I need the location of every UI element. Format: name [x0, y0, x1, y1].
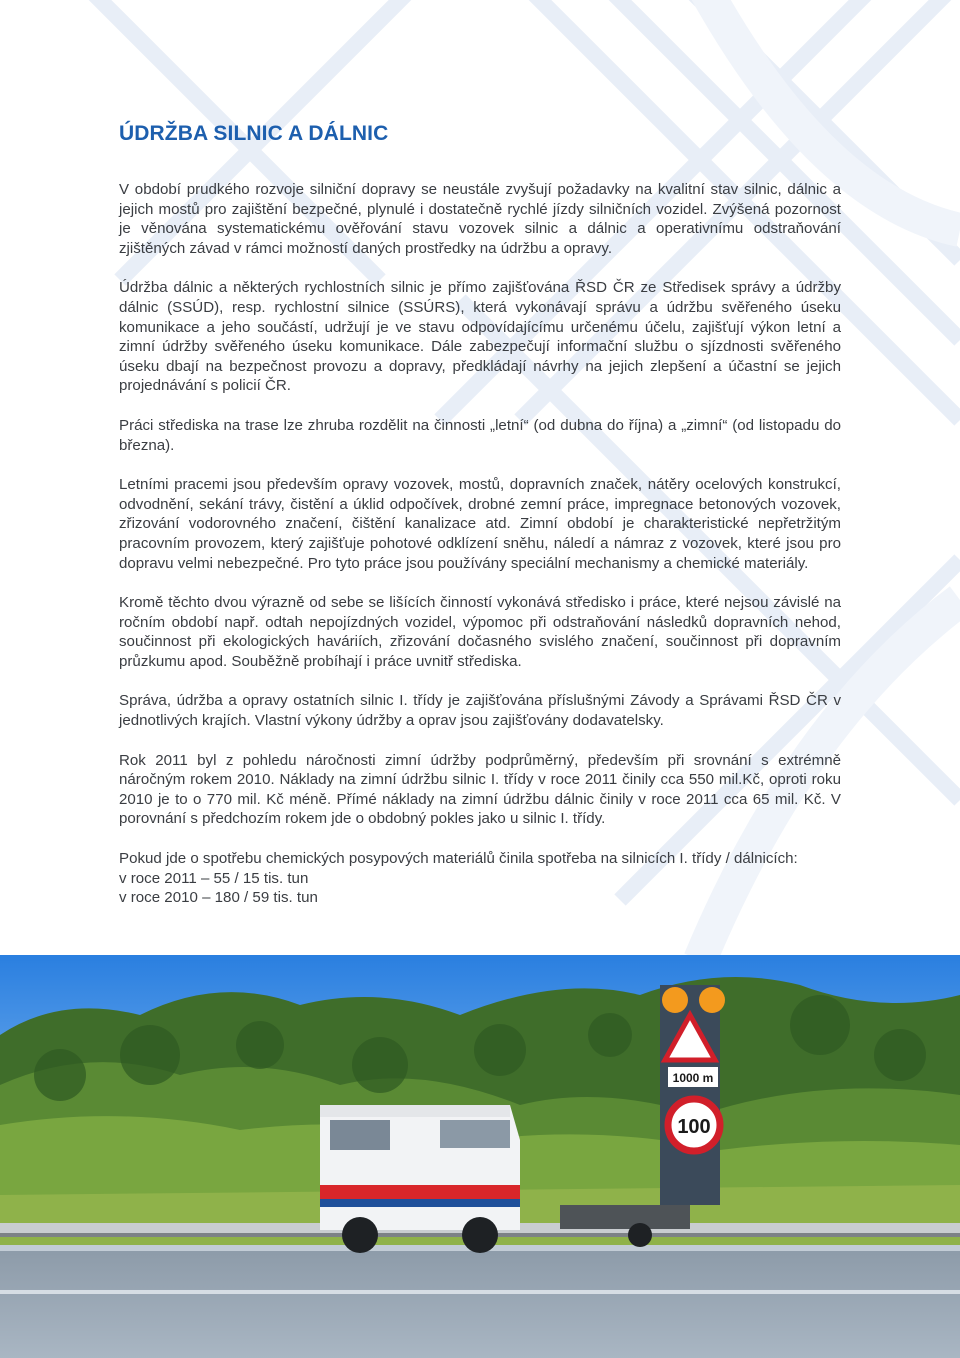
paragraph-summer-winter: Letními pracemi jsou především opravy vozovek, mostů, dopravních značek, nátěry ocelových konstrukcí, odvodnění, sekání trávy, čistění a úklid odpočívek, drobné zemní práce, impregnace betonových vozovek, zřizování vodorovného značení, čištění kanalizace atd. Zimní období je charakteristické nepřetržitým pracovním provozem, který zajišťuje pohotové odklízení sněhu, náledí a námraz z vozovek, které jsou pro dopravu velmi nebezpečné. Pro tyto práce jsou používány speciální mechanismy a chemické materiály.	[119, 476, 841, 572]
sign-distance: 1000 m	[672, 1071, 714, 1085]
article	[119, 122, 841, 908]
paragraph-intro: V období prudkého rozvoje silniční dopravy se neustále zvyšují požadavky na kvalitní stav silnic, dálnic a jejich mostů pro zajištění bezpečné, plynulé i dostatečně rychlé jízdy silničních vozidel. Zvýšená pozornost je věnována systematickému ověřování stavu vozovek silnic a dálnic a operativnímu odstraňování zjištěných závad v rámci možností daných prostředky na údržbu a opravy.	[119, 181, 841, 257]
consumption-2011: v roce 2011 – 55 / 15 tis. tun	[119, 869, 309, 887]
consumption-intro: Pokud jde o spotřebu chemických posypových materiálů činila spotřeba na silnicích I. třídy / dálnicích:	[119, 850, 798, 868]
paragraph-consumption	[119, 849, 841, 908]
road-maintenance-photo	[0, 955, 960, 1358]
road	[0, 1245, 960, 1358]
paragraph-seasons: Práci střediska na trase lze zhruba rozdělit na činnosti „letní“ (od dubna do října) a „zimní“ (od listopadu do března).	[119, 416, 841, 454]
consumption-2010: v roce 2010 – 180 / 59 tis. tun	[119, 889, 318, 907]
paragraph-class-one-roads: Správa, údržba a opravy ostatních silnic I. třídy je zajišťována příslušnými Závody a Správami ŘSD ČR v jednotlivých krajích. Vlastní výkony údržby a oprav jsou zajišťovány dodavatelsky.	[119, 692, 841, 730]
paragraph-motorway-maintenance: Údržba dálnic a některých rychlostních silnic je přímo zajišťována ŘSD ČR ze Středisek správy a údržby dálnic (SSÚD), resp. rychlostní silnice (SSÚRS), která vykonávají správu a údržbu svěřeného úseku komunikace a jeho součástí, udržují je ve stavu odpovídajícímu určenému účelu, zajišťují výkon letní a zimní údržby svěřeného úseku komunikace. Dále zabezpečují informační službu o sjízdnosti svěřeného úseku dbají na bezpečnost provozu a dopravy, předkládají návrhy na jejich zlepšení a účastní se jejich projednávání s policií ČR.	[119, 279, 841, 395]
page-title: ÚDRŽBA SILNIC A DÁLNIC	[119, 122, 389, 145]
paragraph-costs: Rok 2011 byl z pohledu náročnosti zimní údržby podprůměrný, především při srovnání s extrémně náročným rokem 2010. Náklady na zimní údržbu silnic I. třídy v roce 2011 činily cca 550 mil.Kč, oproti roku 2010 je to o 770 mil. Kč méně. Přímé náklady na zimní údržbu dálnic činily v roce 2011 cca 65 mil. Kč. V porovnání s předchozím rokem jde o obdobný pokles jako u silnic I. třídy.	[119, 751, 841, 828]
paragraph-other-works: Kromě těchto dvou výrazně od sebe se lišících činností vykonává středisko i práce, které nejsou závislé na ročním období např. odtah nepojízdných vozidel, výpomoc při odstraňování následků dopravních nehod, součinnost při ekologických haváriích, zřizování dočasného svislého značení, součinnost při dopravním průzkumu apod. Souběžně probíhají i práce uvnitř střediska.	[119, 594, 841, 670]
sign-speed-limit: 100	[677, 1116, 711, 1138]
